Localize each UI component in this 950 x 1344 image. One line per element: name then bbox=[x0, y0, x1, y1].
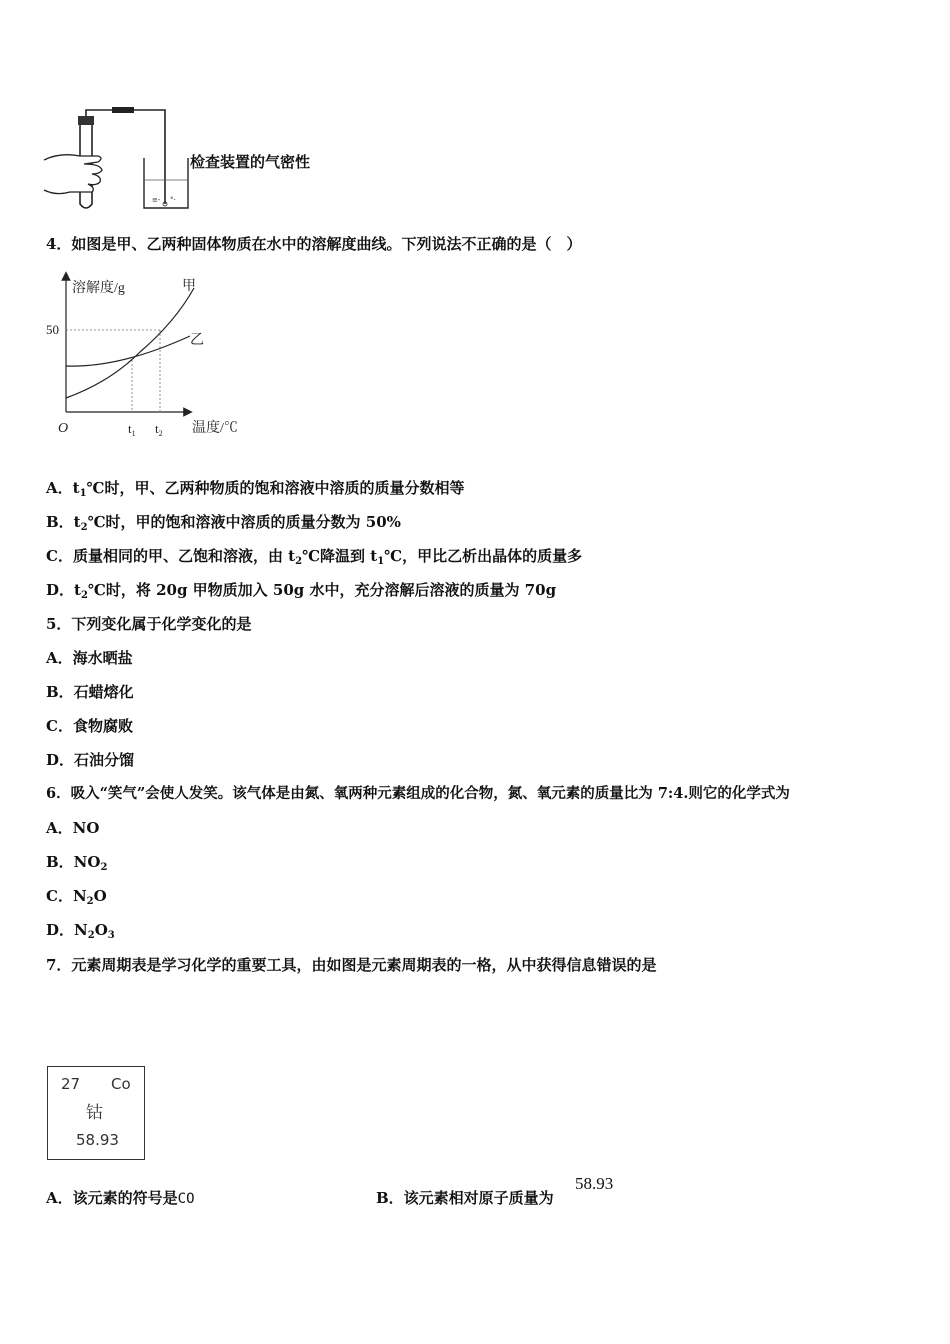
q4-b-text: B．t bbox=[46, 513, 81, 531]
q6-d-sub1: 2 bbox=[87, 930, 95, 941]
q4-c-sub2: 1 bbox=[377, 556, 385, 567]
q6-stem: 6．吸入“笑气”会使人发笑。该气体是由氮、氧两种元素组成的化合物，氮、氧元素的质量比为 7:4.则它的化学式为 bbox=[46, 785, 790, 802]
q7-stem: 7．元素周期表是学习化学的重要工具，由如图是元素周期表的一格，从中获得信息错误的是 bbox=[46, 956, 657, 974]
q4-stem: 4．如图是甲、乙两种固体物质在水中的溶解度曲线。下列说法不正确的是（ ） bbox=[46, 235, 582, 253]
curve-yi bbox=[66, 336, 190, 366]
t2-label: $t_2$ bbox=[155, 421, 163, 438]
airtightness-apparatus bbox=[40, 100, 190, 215]
q4-option-d bbox=[46, 580, 556, 606]
solubility-graph bbox=[40, 270, 255, 445]
q4-c-sub1: 2 bbox=[295, 556, 303, 567]
y-tick-50: 50 bbox=[46, 322, 59, 337]
q6-b-text: B．NO bbox=[46, 853, 101, 871]
q7-a-symbol: CO bbox=[177, 1191, 195, 1207]
q6-c-text: C．N bbox=[46, 887, 87, 905]
curve-jia-label: 甲 bbox=[182, 279, 196, 294]
q6-option-d bbox=[46, 920, 115, 946]
periodic-table-cell bbox=[47, 1066, 145, 1160]
q4-d-text: D．t bbox=[46, 581, 81, 599]
q4-a-rest: ℃时，甲、乙两种物质的饱和溶液中溶质的质量分数相等 bbox=[86, 479, 465, 497]
q4-a-sub: 1 bbox=[79, 488, 87, 499]
q6-option-a: A．NO bbox=[46, 819, 100, 837]
y-axis-label: 溶解度/g bbox=[72, 281, 125, 296]
q5-option-c: C．食物腐败 bbox=[46, 717, 133, 735]
q6-c-sub: 2 bbox=[86, 896, 94, 907]
q7-option-a bbox=[46, 1188, 195, 1209]
t1-label: $t_1$ bbox=[128, 421, 136, 438]
q4-b-rest: ℃时，甲的饱和溶液中溶质的质量分数为 50% bbox=[87, 513, 401, 531]
q5-option-a: A．海水晒盐 bbox=[46, 649, 133, 667]
hand-icon bbox=[44, 155, 102, 194]
q7-option-b-value: 58.93 bbox=[575, 1174, 614, 1193]
q4-b-sub: 2 bbox=[80, 522, 88, 533]
element-symbol: Co bbox=[111, 1075, 131, 1093]
q4-option-b bbox=[46, 512, 401, 538]
q4-d-sub: 2 bbox=[80, 590, 88, 601]
q4-option-c bbox=[46, 546, 582, 572]
q7-a-text: A．该元素的符号是 bbox=[46, 1189, 178, 1207]
q6-d-mid: O bbox=[94, 921, 108, 939]
curve-yi-label: 乙 bbox=[190, 333, 204, 348]
q4-c-rest: ℃，甲比乙析出晶体的质量多 bbox=[384, 547, 583, 565]
rubber-stopper bbox=[78, 116, 94, 125]
svg-text:≡-: ≡- bbox=[152, 196, 161, 204]
q6-option-c bbox=[46, 886, 107, 912]
atomic-number: 27 bbox=[61, 1075, 81, 1093]
q4-a-text: A．t bbox=[46, 479, 80, 497]
x-axis-label: 温度/℃ bbox=[192, 421, 238, 436]
q6-option-b bbox=[46, 852, 107, 878]
q6-d-text: D．N bbox=[46, 921, 88, 939]
q4-d-rest: ℃时，将 20g 甲物质加入 50g 水中，充分溶解后溶液的质量为 70g bbox=[87, 581, 557, 599]
q4-c-mid: ℃降温到 t bbox=[302, 547, 378, 565]
q4-c-text: C．质量相同的甲、乙饱和溶液，由 t bbox=[46, 547, 296, 565]
q6-b-sub: 2 bbox=[100, 862, 108, 873]
origin-label: O bbox=[58, 421, 69, 436]
q6-c-rest: O bbox=[93, 887, 107, 905]
element-name: 钴 bbox=[86, 1103, 103, 1123]
q7-b-text: B．该元素相对原子质量为 bbox=[376, 1189, 554, 1207]
atomic-mass: 58.93 bbox=[76, 1131, 119, 1149]
q6-d-sub2: 3 bbox=[107, 930, 115, 941]
beaker bbox=[144, 158, 188, 208]
q4-option-a bbox=[46, 478, 465, 504]
apparatus-caption: 检查装置的气密性 bbox=[190, 153, 311, 171]
svg-text:°·: °· bbox=[170, 196, 176, 204]
q5-option-d: D．石油分馏 bbox=[46, 751, 135, 769]
q5-option-b: B．石蜡熔化 bbox=[46, 683, 134, 701]
q5-stem: 5．下列变化属于化学变化的是 bbox=[46, 615, 252, 633]
q7-option-b bbox=[376, 1188, 554, 1208]
